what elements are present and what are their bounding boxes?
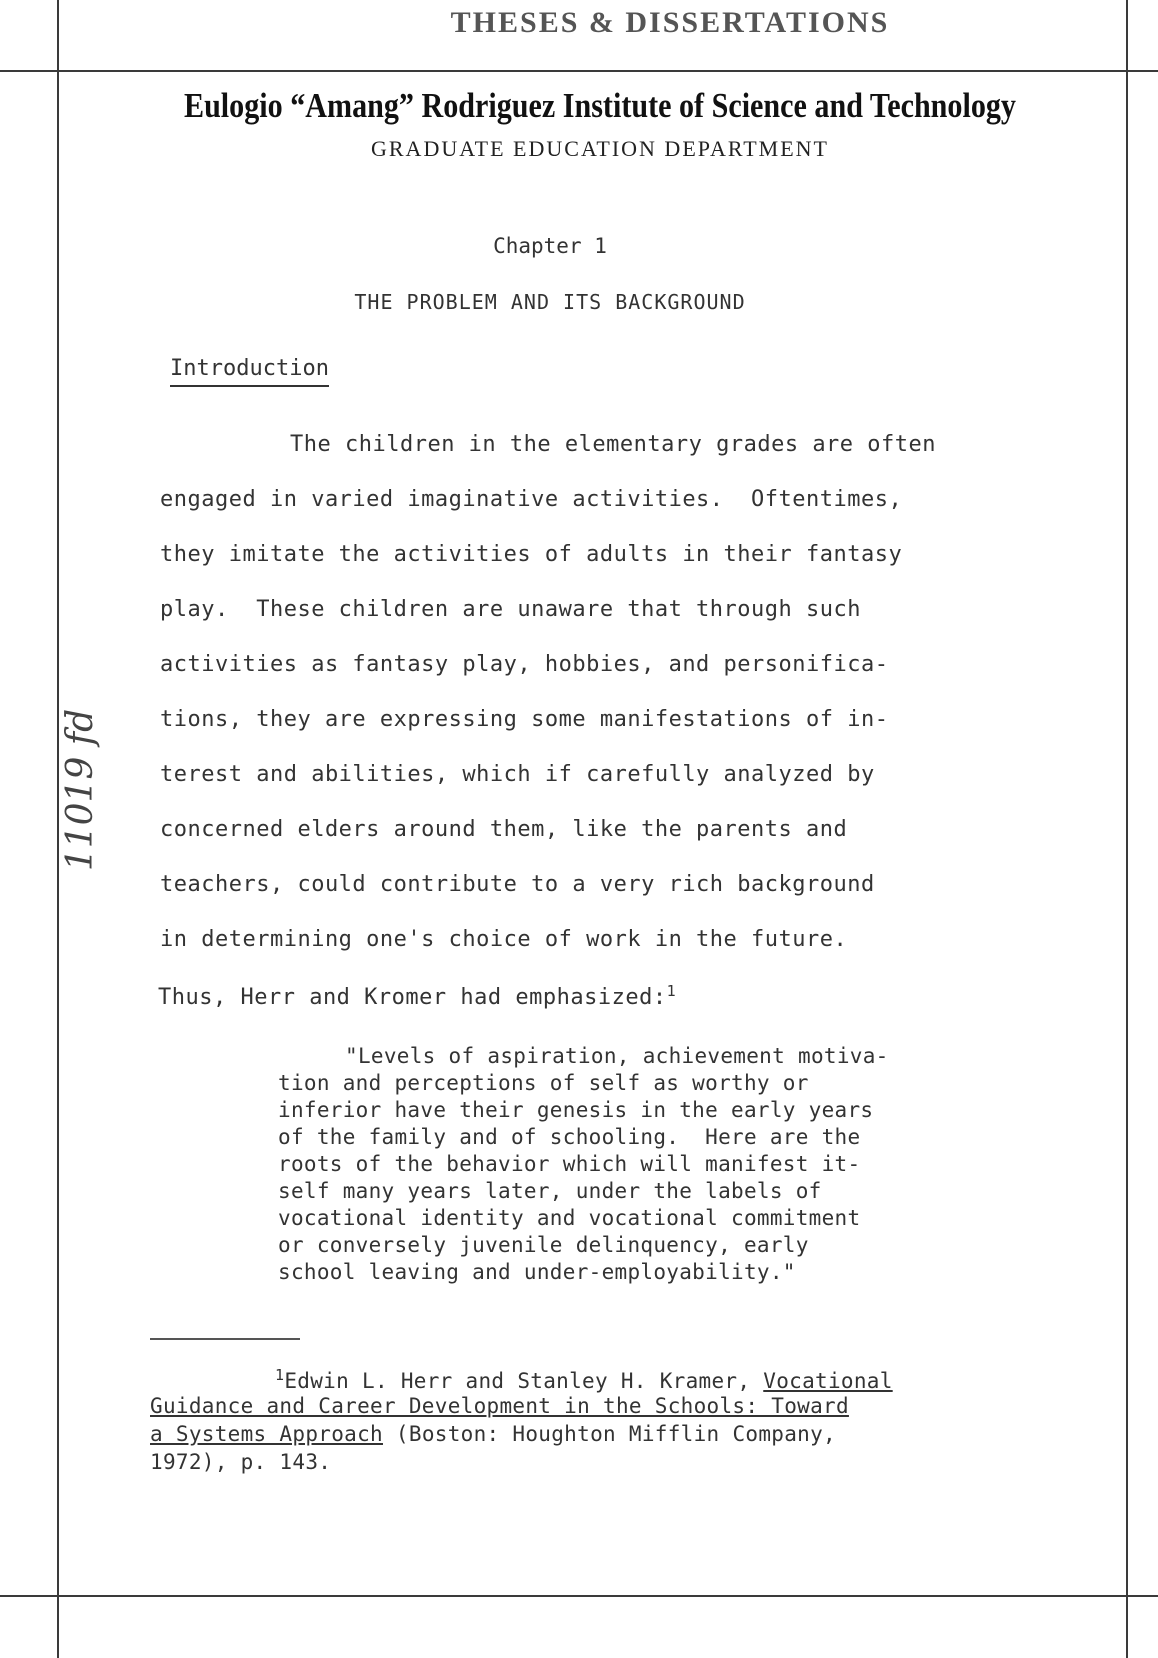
- body-line: concerned elders around them, like the parents and: [160, 817, 848, 842]
- body-line: teachers, could contribute to a very rich background: [160, 872, 875, 897]
- body-line: in determining one's choice of work in the future.: [160, 927, 848, 952]
- archive-stamp: THESES & DISSERTATIONS: [450, 6, 890, 39]
- quote-line: "Levels of aspiration, achievement motiva-: [345, 1044, 889, 1068]
- body-line: activities as fantasy play, hobbies, and personifica-: [160, 652, 889, 677]
- quote-line: roots of the behavior which will manifest it-: [278, 1152, 861, 1176]
- body-line: play. These children are unaware that through such: [160, 597, 862, 622]
- footnote-line-4: 1972), p. 143.: [150, 1450, 332, 1474]
- body-line: tions, they are expressing some manifestations of in-: [160, 707, 889, 732]
- body-line: Thus, Herr and Kromer had emphasized:: [158, 985, 667, 1010]
- footnote-line-1: [275, 1366, 893, 1393]
- quote-line: self many years later, under the labels of: [278, 1179, 822, 1203]
- body-line: The children in the elementary grades are often: [290, 432, 937, 457]
- margin-handwriting: 11019 fd: [60, 708, 101, 872]
- quote-line: vocational identity and vocational commitment: [278, 1206, 861, 1230]
- section-heading: Introduction: [170, 356, 329, 387]
- body-line: engaged in varied imaginative activities. Oftentimes,: [160, 487, 903, 512]
- department-name: GRADUATE EDUCATION DEPARTMENT: [371, 136, 829, 161]
- right-margin-rule: [1126, 0, 1128, 1658]
- left-margin-rule: [57, 0, 59, 1658]
- quote-line: tion and perceptions of self as worthy or: [278, 1071, 809, 1095]
- bottom-rule: [0, 1595, 1158, 1597]
- quote-line: of the family and of schooling. Here are the: [278, 1125, 861, 1149]
- footnote-number: 1: [275, 1366, 285, 1384]
- chapter-label: Chapter 1: [493, 234, 607, 258]
- footnote-line-3: [150, 1422, 836, 1446]
- footnote-author: Edwin L. Herr and Stanley H. Kramer,: [284, 1369, 764, 1393]
- footnote-title: Guidance and Career Development in the Schools: Toward: [150, 1394, 849, 1418]
- top-rule: [0, 70, 1158, 72]
- quote-line: inferior have their genesis in the early years: [278, 1098, 874, 1122]
- body-line: they imitate the activities of adults in their fantasy: [160, 542, 903, 567]
- footnote-ref: 1: [666, 982, 677, 1000]
- chapter-title: THE PROBLEM AND ITS BACKGROUND: [354, 290, 746, 314]
- quote-line: school leaving and under-employability.": [278, 1260, 796, 1284]
- body-line-with-ref: [158, 982, 676, 1010]
- quote-line: or conversely juvenile delinquency, early: [278, 1233, 809, 1257]
- footnote-title: a Systems Approach: [150, 1422, 383, 1446]
- footnote-publisher: (Boston: Houghton Mifflin Company,: [382, 1422, 836, 1446]
- footnote-title: Vocational: [763, 1369, 893, 1393]
- institution-name: Eulogio “Amang” Rodriguez Institute of Science and Technology: [183, 86, 1016, 125]
- body-line: terest and abilities, which if carefully analyzed by: [160, 762, 875, 787]
- footnote-separator: [150, 1338, 300, 1340]
